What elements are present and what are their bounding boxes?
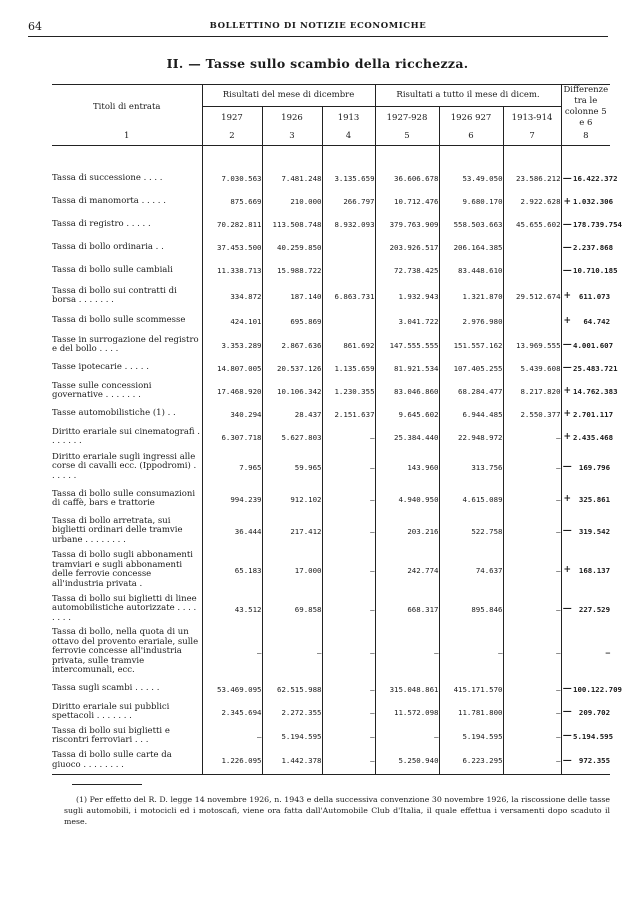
page-number: 64 — [28, 20, 42, 33]
row-label: Tassa di bollo sui biglietti e riscontri ferroviari . . . — [52, 725, 170, 745]
table-row — [52, 678, 610, 700]
cell-col6: 522.758 — [439, 514, 503, 548]
cell-col2: 3.353.289 — [202, 332, 262, 358]
cell-col5: 83.046.860 — [375, 378, 439, 404]
cell-col7: — — [503, 514, 561, 548]
col-number-2: 2 — [202, 129, 262, 145]
table-row — [52, 167, 610, 190]
row-label: Tasse in surrogazione del registro e del bollo . . . . — [52, 334, 199, 354]
table-row — [52, 700, 610, 724]
cell-col2: 70.282.811 — [202, 213, 262, 236]
cell-sign: — — [561, 678, 573, 700]
cell-col2: 875.669 — [202, 190, 262, 213]
year-1926-927: 1926 927 — [439, 107, 503, 129]
cell-col6: 6.223.295 — [439, 748, 503, 774]
cell-col6: 74.637 — [439, 548, 503, 592]
cell-col6: 9.680.170 — [439, 190, 503, 213]
cell-col7: 2.922.628 — [503, 190, 561, 213]
cell-col3: 59.965 — [262, 450, 322, 484]
col-number-4: 4 — [322, 129, 375, 145]
row-label: Tassa di manomorta . . . . . — [52, 195, 166, 206]
footnote-rule — [72, 784, 142, 785]
cell-col4: 2.151.637 — [322, 404, 375, 424]
cell-col5: 4.940.950 — [375, 484, 439, 514]
cell-col2: 14.807.005 — [202, 358, 262, 378]
cell-col4 — [322, 310, 375, 332]
cell-col5: 242.774 — [375, 548, 439, 592]
cell-col3: 69.858 — [262, 592, 322, 626]
cell-col5: 72.738.425 — [375, 259, 439, 282]
cell-sign: + — [561, 190, 573, 213]
table-row — [52, 213, 610, 236]
cell-col7: — — [503, 724, 561, 748]
cell-col2: 53.469.095 — [202, 678, 262, 700]
cell-col4: 8.932.093 — [322, 213, 375, 236]
row-label: Tassa di successione . . . . — [52, 172, 163, 183]
row-label: Diritto erariale sui cinematografi . . . . . . . — [52, 426, 200, 446]
cell-diff: 25.483.721 — [573, 363, 618, 373]
cell-col5: 9.645.602 — [375, 404, 439, 424]
cell-col7: — — [503, 700, 561, 724]
table-row — [52, 724, 610, 748]
table-row — [52, 748, 610, 774]
cell-sign: — — [561, 259, 573, 282]
table-row — [52, 332, 610, 358]
cell-col6: 313.756 — [439, 450, 503, 484]
cell-col7: — — [503, 592, 561, 626]
cell-diff: 972.355 — [573, 748, 610, 774]
cell-col7: — — [503, 748, 561, 774]
cell-col4: — — [322, 724, 375, 748]
cell-col4: 1.230.355 — [322, 378, 375, 404]
cell-sign — [561, 626, 573, 678]
cell-col7 — [503, 236, 561, 259]
cell-sign: — — [561, 748, 573, 774]
cell-sign: — — [561, 358, 573, 378]
table-body — [52, 145, 622, 774]
cell-col6: — — [439, 626, 503, 678]
cell-col2: 65.183 — [202, 548, 262, 592]
row-label: Tassa di bollo sugli abbonamenti tramviari e sugli abbonamenti delle ferrovie concesse all'industria privata . — [52, 550, 193, 589]
group-dicembre: Risultati del mese di dicembre — [202, 85, 375, 107]
cell-diff: 100.122.709 — [573, 684, 622, 694]
cell-col7: — — [503, 424, 561, 450]
cell-col5: 668.317 — [375, 592, 439, 626]
cell-col4: — — [322, 626, 375, 678]
header-rule — [28, 36, 608, 37]
table-row — [52, 450, 610, 484]
cell-col6: 11.781.800 — [439, 700, 503, 724]
cell-diff: 10.710.185 — [573, 266, 618, 275]
cell-col2: 17.468.920 — [202, 378, 262, 404]
cell-diff: 611.073 — [578, 291, 611, 301]
cell-col4: — — [322, 548, 375, 592]
cell-diff: 325.861 — [578, 494, 611, 504]
cell-col4: — — [322, 700, 375, 724]
cell-sign: — — [561, 450, 573, 484]
row-label: Tassa di bollo ordinaria . . — [52, 241, 164, 252]
cell-diff: 2.435.468 — [573, 432, 614, 442]
cell-col6: 2.976.980 — [439, 310, 503, 332]
cell-diff: 16.422.372 — [573, 174, 618, 183]
cell-col5: 147.555.555 — [375, 332, 439, 358]
cell-col3: 187.140 — [262, 282, 322, 310]
revenue-table — [52, 84, 622, 775]
cell-col3: 1.442.378 — [262, 748, 322, 774]
cell-col4: 861.692 — [322, 332, 375, 358]
cell-col5: 203.216 — [375, 514, 439, 548]
cell-col3: 217.412 — [262, 514, 322, 548]
cell-col2: 994.239 — [202, 484, 262, 514]
cell-col5: — — [375, 626, 439, 678]
cell-col5: 11.572.098 — [375, 700, 439, 724]
table-row — [52, 514, 610, 548]
table-row — [52, 404, 610, 424]
cell-col3: 15.988.722 — [262, 259, 322, 282]
cell-col2: 6.307.718 — [202, 424, 262, 450]
cell-col5: — — [375, 724, 439, 748]
year-1927-928: 1927-928 — [375, 107, 439, 129]
table-row — [52, 484, 610, 514]
cell-col5: 143.960 — [375, 450, 439, 484]
cell-col5: 3.041.722 — [375, 310, 439, 332]
table-row — [52, 424, 610, 450]
cell-col7: — — [503, 678, 561, 700]
year-1913: 1913 — [322, 107, 375, 129]
row-label: Tassa di bollo arretrata, sui biglietti ordinari delle tramvie urbane . . . . . . . . — [52, 515, 183, 545]
cell-sign: — — [561, 700, 573, 724]
cell-col6: 53.49.050 — [439, 167, 503, 190]
col-differenze: Differenze tra le colonne 5 e 6 — [561, 85, 610, 130]
cell-sign: — — [561, 332, 573, 358]
cell-col5: 25.384.440 — [375, 424, 439, 450]
cell-col2: 7.030.563 — [202, 167, 262, 190]
cell-col4: 3.135.659 — [322, 167, 375, 190]
cell-col6: 895.846 — [439, 592, 503, 626]
row-label: Tassa sugli scambi . . . . . — [52, 683, 160, 694]
cell-col3: — — [262, 626, 322, 678]
cell-col3: 20.537.126 — [262, 358, 322, 378]
cell-col7 — [503, 310, 561, 332]
cell-diff: 4.001.607 — [573, 340, 614, 350]
table-row — [52, 548, 610, 592]
cell-col3: 113.508.748 — [262, 213, 322, 236]
cell-diff: 1.032.306 — [573, 197, 614, 206]
row-label: Tassa di registro . . . . . — [52, 218, 151, 229]
cell-sign: — — [561, 514, 573, 548]
table-header — [52, 85, 610, 146]
cell-col6: 68.284.477 — [439, 378, 503, 404]
cell-col6: 5.194.595 — [439, 724, 503, 748]
cell-col2: 43.512 — [202, 592, 262, 626]
cell-diff: — — [605, 647, 611, 657]
cell-sign: + — [561, 424, 573, 450]
row-label: Tasse automobilistiche (1) . . — [52, 408, 176, 419]
group-tutto: Risultati a tutto il mese di dicem. — [375, 85, 561, 107]
row-label: Tassa di bollo sulle carte da giuoco . . . . . . . . — [52, 748, 202, 774]
cell-col4: — — [322, 514, 375, 548]
cell-sign: — — [561, 236, 573, 259]
cell-col5: 315.048.861 — [375, 678, 439, 700]
row-label: Tassa di bollo, nella quota di un ottavo del provento erariale, sulle ferrovie concesse all'industria privata, sulle tramvie intercomunali, ecc. — [52, 627, 199, 676]
cell-col2: 37.453.500 — [202, 236, 262, 259]
row-label: Tassa di bollo sulle consumazioni di caffè, bars e trattorie — [52, 488, 196, 508]
cell-col4: — — [322, 592, 375, 626]
cell-col6: 83.448.610 — [439, 259, 503, 282]
cell-col3: 62.515.988 — [262, 678, 322, 700]
col-number-1: 1 — [52, 129, 202, 145]
cell-col7 — [503, 259, 561, 282]
year-1926: 1926 — [262, 107, 322, 129]
cell-col5: 36.606.678 — [375, 167, 439, 190]
section-title: II. — Tasse sullo scambio della ricchezza. — [166, 56, 469, 71]
cell-col6: 107.405.255 — [439, 358, 503, 378]
cell-col7: — — [503, 626, 561, 678]
table-row — [52, 282, 610, 310]
year-1927: 1927 — [202, 107, 262, 129]
cell-diff: 178.739.754 — [573, 220, 622, 229]
table-row — [52, 236, 610, 259]
year-1913-914: 1913-914 — [503, 107, 561, 129]
col-number-6: 6 — [439, 129, 503, 145]
cell-col2: 36.444 — [202, 514, 262, 548]
cell-diff: 227.529 — [578, 604, 611, 614]
cell-col4: — — [322, 450, 375, 484]
cell-col3: 10.106.342 — [262, 378, 322, 404]
cell-col5: 203.926.517 — [375, 236, 439, 259]
row-label: Tasse sulle concessioni governative . . . . . . . — [52, 380, 152, 400]
cell-col5: 5.250.940 — [375, 748, 439, 774]
col-number-8: 8 — [561, 129, 610, 145]
col-titoli: Titoli di entrata — [52, 85, 202, 130]
page-header — [28, 20, 608, 36]
row-label: Tassa di bollo sulle cambiali — [52, 264, 173, 275]
cell-col7: 23.586.212 — [503, 167, 561, 190]
row-label: Tassa di bollo sulle scommesse — [52, 315, 186, 326]
cell-col3: 2.867.636 — [262, 332, 322, 358]
cell-col7: 8.217.820 — [503, 378, 561, 404]
cell-col4 — [322, 236, 375, 259]
cell-diff: 64.742 — [583, 316, 611, 326]
cell-sign: + — [561, 484, 573, 514]
cell-col7: — — [503, 548, 561, 592]
cell-col2: 7.965 — [202, 450, 262, 484]
cell-sign: — — [561, 724, 573, 748]
cell-col4: 6.863.731 — [322, 282, 375, 310]
cell-diff: 14.762.383 — [573, 386, 618, 396]
cell-col7: — — [503, 450, 561, 484]
cell-col3: 2.272.355 — [262, 700, 322, 724]
table-row — [52, 378, 610, 404]
cell-col4: — — [322, 678, 375, 700]
table-row — [52, 626, 610, 678]
cell-col5: 81.921.534 — [375, 358, 439, 378]
cell-col3: 40.259.850 — [262, 236, 322, 259]
cell-col7: — — [503, 484, 561, 514]
cell-col7: 45.655.602 — [503, 213, 561, 236]
cell-sign: + — [561, 310, 573, 332]
cell-col2: — — [202, 724, 262, 748]
cell-col4: — — [322, 484, 375, 514]
row-label: Diritto erariale sui pubblici spettacoli . . . . . . . — [52, 701, 170, 721]
footnote: (1) Per effetto del R. D. legge 14 novembre 1926, n. 1943 e della successiva convenzione 30 novembre 1926, la riscossione delle tasse sugli automobili, i motocicli ed i motoscafi, viene ora fatta dall'Automobile Club d'Italia, il quale effettua i versamenti dopo scaduto il mese. — [64, 795, 610, 826]
cell-col2: 11.338.713 — [202, 259, 262, 282]
cell-col3: 5.627.803 — [262, 424, 322, 450]
cell-sign: — — [561, 592, 573, 626]
cell-diff: 319.542 — [578, 526, 611, 536]
cell-col4: 1.135.659 — [322, 358, 375, 378]
table-row — [52, 259, 610, 282]
cell-diff: 2.701.117 — [573, 409, 614, 419]
cell-col3: 17.000 — [262, 548, 322, 592]
cell-sign: — — [561, 167, 573, 190]
cell-col6: 206.164.385 — [439, 236, 503, 259]
cell-col5: 1.932.943 — [375, 282, 439, 310]
table-row — [52, 358, 610, 378]
cell-col5: 379.763.909 — [375, 213, 439, 236]
col-number-3: 3 — [262, 129, 322, 145]
cell-sign: — — [561, 213, 573, 236]
row-label: Tasse ipotecarie . . . . . — [52, 362, 149, 373]
cell-col4 — [322, 259, 375, 282]
cell-col2: 2.345.694 — [202, 700, 262, 724]
cell-col6: 151.557.162 — [439, 332, 503, 358]
cell-col7: 13.969.555 — [503, 332, 561, 358]
cell-col3: 695.869 — [262, 310, 322, 332]
running-title: BOLLETTINO DI NOTIZIE ECONOMICHE — [209, 21, 427, 31]
cell-sign: + — [561, 378, 573, 404]
cell-col5: 10.712.476 — [375, 190, 439, 213]
cell-diff: 209.702 — [578, 707, 611, 717]
cell-col6: 22.948.972 — [439, 424, 503, 450]
cell-col6: 558.503.663 — [439, 213, 503, 236]
cell-col7: 29.512.674 — [503, 282, 561, 310]
cell-sign: + — [561, 404, 573, 424]
cell-col2: 424.101 — [202, 310, 262, 332]
cell-diff: 5.194.595 — [573, 731, 614, 741]
cell-col3: 5.194.595 — [262, 724, 322, 748]
cell-col3: 7.481.248 — [262, 167, 322, 190]
cell-col7: 2.550.377 — [503, 404, 561, 424]
cell-col3: 210.000 — [262, 190, 322, 213]
cell-col6: 6.944.485 — [439, 404, 503, 424]
cell-col4: — — [322, 424, 375, 450]
cell-col4: — — [322, 748, 375, 774]
cell-col2: 1.226.095 — [202, 748, 262, 774]
row-label: Tassa di bollo sui contratti di borsa . . . . . . . — [52, 285, 177, 305]
col-number-7: 7 — [503, 129, 561, 145]
cell-col2: 340.294 — [202, 404, 262, 424]
cell-col6: 4.615.089 — [439, 484, 503, 514]
col-number-5: 5 — [375, 129, 439, 145]
row-label: Tassa di bollo sui biglietti di linee automobilistiche autorizzate . . . . . . . . — [52, 593, 197, 623]
spacer-row — [52, 145, 610, 167]
cell-col6: 1.321.870 — [439, 282, 503, 310]
cell-col6: 415.171.570 — [439, 678, 503, 700]
cell-sign: + — [561, 548, 573, 592]
cell-diff: 168.137 — [578, 565, 611, 575]
table-row — [52, 592, 610, 626]
cell-col2: — — [202, 626, 262, 678]
cell-diff: 169.796 — [578, 462, 611, 472]
cell-col2: 334.872 — [202, 282, 262, 310]
row-label: Diritto erariale sugli ingressi alle corse di cavalli ecc. (Ippodromi) . . . . . . — [52, 451, 197, 481]
cell-diff: 2.237.868 — [573, 243, 614, 252]
cell-sign: + — [561, 282, 573, 310]
cell-col3: 28.437 — [262, 404, 322, 424]
cell-col3: 912.102 — [262, 484, 322, 514]
cell-col7: 5.439.608 — [503, 358, 561, 378]
table-row — [52, 190, 610, 213]
cell-col4: 266.797 — [322, 190, 375, 213]
table-row — [52, 310, 610, 332]
